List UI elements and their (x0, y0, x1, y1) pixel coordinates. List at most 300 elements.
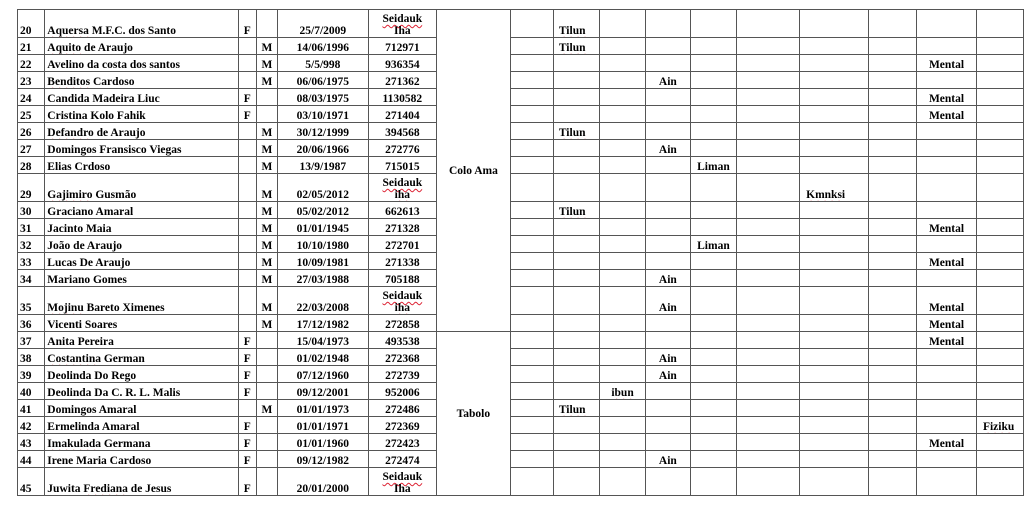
id-number: 272858 (368, 315, 436, 332)
empty-cell (600, 366, 646, 383)
sex-female: F (238, 89, 256, 106)
empty-cell (690, 219, 737, 236)
spellcheck-mark: Defandro (47, 127, 94, 139)
empty-cell (800, 202, 869, 219)
row-number: 24 (18, 89, 45, 106)
row-number: 35 (18, 287, 45, 315)
empty-cell (600, 332, 646, 349)
empty-cell (646, 219, 691, 236)
person-name: Defandro de Araujo (45, 123, 238, 140)
empty-cell (600, 434, 646, 451)
row-number: 32 (18, 236, 45, 253)
empty-cell (800, 270, 869, 287)
disability-type (690, 236, 737, 253)
empty-cell (800, 10, 869, 38)
row-number: 25 (18, 106, 45, 123)
id-number: 272739 (368, 366, 436, 383)
empty-cell (690, 315, 737, 332)
empty-cell (600, 349, 646, 366)
disability-type (553, 10, 599, 38)
birth-date: 08/03/1975 (277, 89, 368, 106)
row-number: 39 (18, 366, 45, 383)
sex-male (256, 332, 277, 349)
empty-cell (976, 332, 1023, 349)
empty-cell (646, 174, 691, 202)
empty-cell (510, 253, 553, 270)
empty-cell (976, 174, 1023, 202)
empty-cell (690, 106, 737, 123)
empty-cell (646, 417, 691, 434)
row-number: 30 (18, 202, 45, 219)
disability-type (646, 72, 691, 89)
birth-date: 22/03/2008 (277, 287, 368, 315)
empty-cell (690, 123, 737, 140)
empty-cell (976, 38, 1023, 55)
sex-female (238, 270, 256, 287)
empty-cell (510, 72, 553, 89)
empty-cell (868, 270, 916, 287)
empty-cell (868, 89, 916, 106)
empty-cell (553, 434, 599, 451)
empty-cell (868, 140, 916, 157)
empty-cell (510, 157, 553, 174)
empty-cell (868, 417, 916, 434)
empty-cell (737, 157, 800, 174)
sex-female: F (238, 332, 256, 349)
empty-cell (917, 10, 977, 38)
empty-cell (737, 219, 800, 236)
person-name: Ermelinda Amaral (45, 417, 238, 434)
id-number: 936354 (368, 55, 436, 72)
id-number: 272423 (368, 434, 436, 451)
empty-cell (690, 174, 737, 202)
disability-label: Ain (658, 274, 677, 286)
empty-cell (976, 434, 1023, 451)
empty-cell (976, 123, 1023, 140)
disability-type (553, 123, 599, 140)
table-row (18, 417, 1024, 434)
empty-cell (868, 72, 916, 89)
id-number: 272474 (368, 451, 436, 468)
empty-cell (553, 253, 599, 270)
row-number: 45 (18, 468, 45, 496)
empty-cell (800, 123, 869, 140)
empty-cell (800, 236, 869, 253)
disability-type (646, 287, 691, 315)
empty-cell (600, 72, 646, 89)
sex-male (256, 10, 277, 38)
empty-cell (646, 38, 691, 55)
disability-label: Mental (928, 110, 965, 122)
empty-cell (917, 123, 977, 140)
person-name: Aquersa M.F.C. dos Santo (45, 10, 238, 38)
empty-cell (690, 366, 737, 383)
empty-cell (976, 157, 1023, 174)
person-name: Vicenti Soares (45, 315, 238, 332)
spellcheck-mark: Mojinu (47, 302, 84, 314)
row-number: 33 (18, 253, 45, 270)
person-name: Aquito de Araujo (45, 38, 238, 55)
empty-cell (600, 38, 646, 55)
empty-cell (976, 202, 1023, 219)
empty-cell (737, 123, 800, 140)
spellcheck-mark: Benditos (47, 76, 91, 88)
empty-cell (737, 89, 800, 106)
empty-cell (737, 366, 800, 383)
disability-label: Tilun (558, 206, 586, 218)
row-number: 42 (18, 417, 45, 434)
empty-cell (737, 287, 800, 315)
birth-date: 5/5/998 (277, 55, 368, 72)
person-name: Costantina German (45, 349, 238, 366)
person-name: Mojinu Bareto Ximenes (45, 287, 238, 315)
empty-cell (690, 89, 737, 106)
empty-cell (917, 349, 977, 366)
birth-date: 01/01/1945 (277, 219, 368, 236)
person-name: Elias Crdoso (45, 157, 238, 174)
id-number (368, 468, 436, 496)
sex-female: F (238, 417, 256, 434)
row-number: 43 (18, 434, 45, 451)
empty-cell (510, 270, 553, 287)
disability-label: ibun (611, 387, 634, 399)
empty-cell (737, 38, 800, 55)
empty-cell (600, 174, 646, 202)
empty-cell (800, 72, 869, 89)
empty-cell (646, 383, 691, 400)
row-number: 38 (18, 349, 45, 366)
empty-cell (868, 400, 916, 417)
table-row (18, 253, 1024, 270)
empty-cell (976, 451, 1023, 468)
empty-cell (553, 236, 599, 253)
empty-cell (917, 468, 977, 496)
sex-male: M (256, 202, 277, 219)
spellcheck-mark: Frediana (83, 483, 128, 495)
birth-date: 10/09/1981 (277, 253, 368, 270)
empty-cell (800, 451, 869, 468)
sex-male: M (256, 287, 277, 315)
row-number: 40 (18, 383, 45, 400)
village-group-label: Colo Ama (436, 10, 510, 332)
table-row (18, 219, 1024, 236)
sex-male: M (256, 157, 277, 174)
disability-label: Tilun (558, 127, 586, 139)
disability-type (917, 315, 977, 332)
empty-cell (600, 10, 646, 38)
id-number (368, 287, 436, 315)
person-name: Benditos Cardoso (45, 72, 238, 89)
disability-type (917, 434, 977, 451)
empty-cell (690, 383, 737, 400)
empty-cell (510, 174, 553, 202)
birth-date: 20/06/1966 (277, 140, 368, 157)
disability-type (646, 366, 691, 383)
empty-cell (737, 202, 800, 219)
empty-cell (690, 72, 737, 89)
id-number: 715015 (368, 157, 436, 174)
empty-cell (737, 10, 800, 38)
disability-label: Ain (658, 353, 677, 365)
empty-cell (868, 383, 916, 400)
row-number: 44 (18, 451, 45, 468)
empty-cell (800, 417, 869, 434)
empty-cell (553, 366, 599, 383)
village-group-label: Tabolo (436, 332, 510, 496)
empty-cell (690, 38, 737, 55)
person-name: Avelino da costa dos santos (45, 55, 238, 72)
sex-female (238, 174, 256, 202)
empty-cell (600, 270, 646, 287)
table-row (18, 383, 1024, 400)
empty-cell (600, 123, 646, 140)
empty-cell (737, 140, 800, 157)
empty-cell (868, 287, 916, 315)
empty-cell (553, 157, 599, 174)
sex-male (256, 451, 277, 468)
empty-cell (800, 287, 869, 315)
empty-cell (646, 315, 691, 332)
empty-cell (553, 315, 599, 332)
empty-cell (868, 106, 916, 123)
row-number: 29 (18, 174, 45, 202)
empty-cell (737, 55, 800, 72)
empty-cell (600, 253, 646, 270)
disability-type (917, 89, 977, 106)
empty-cell (646, 10, 691, 38)
empty-cell (510, 140, 553, 157)
sex-female (238, 55, 256, 72)
birth-date: 01/01/1973 (277, 400, 368, 417)
disability-type (917, 253, 977, 270)
empty-cell (917, 38, 977, 55)
sex-female (238, 202, 256, 219)
sex-female (238, 157, 256, 174)
empty-cell (510, 10, 553, 38)
sex-female (238, 236, 256, 253)
disability-label: Tilun (558, 25, 586, 37)
empty-cell (976, 140, 1023, 157)
sex-male (256, 383, 277, 400)
id-number: 662613 (368, 202, 436, 219)
sex-male: M (256, 270, 277, 287)
sex-female (238, 38, 256, 55)
person-name: Lucas De Araujo (45, 253, 238, 270)
row-number: 27 (18, 140, 45, 157)
id-number-line1: Seidauk (382, 471, 423, 483)
empty-cell (553, 55, 599, 72)
id-number: 1130582 (368, 89, 436, 106)
empty-cell (646, 468, 691, 496)
empty-cell (600, 400, 646, 417)
id-number: 271362 (368, 72, 436, 89)
disability-label: Ain (658, 76, 677, 88)
empty-cell (553, 349, 599, 366)
sex-male: M (256, 219, 277, 236)
empty-cell (690, 451, 737, 468)
empty-cell (553, 89, 599, 106)
id-number: 705188 (368, 270, 436, 287)
row-number: 34 (18, 270, 45, 287)
spellcheck-mark: Aquito (47, 42, 82, 54)
empty-cell (800, 383, 869, 400)
spellcheck-mark: Costantina (47, 353, 101, 365)
empty-cell (976, 468, 1023, 496)
empty-cell (976, 10, 1023, 38)
table-row (18, 174, 1024, 202)
disability-label: Mental (928, 223, 965, 235)
empty-cell (510, 89, 553, 106)
disability-type (800, 174, 869, 202)
empty-cell (868, 253, 916, 270)
person-name: Candida Madeira Liuc (45, 89, 238, 106)
empty-cell (868, 38, 916, 55)
empty-cell (737, 270, 800, 287)
empty-cell (868, 366, 916, 383)
empty-cell (868, 468, 916, 496)
empty-cell (690, 140, 737, 157)
empty-cell (868, 236, 916, 253)
empty-cell (690, 434, 737, 451)
disability-type (646, 349, 691, 366)
birth-date: 09/12/1982 (277, 451, 368, 468)
birth-date: 13/9/1987 (277, 157, 368, 174)
empty-cell (800, 366, 869, 383)
spellcheck-mark: Aquersa (47, 25, 89, 37)
empty-cell (690, 400, 737, 417)
empty-cell (553, 72, 599, 89)
empty-cell (553, 451, 599, 468)
row-number: 22 (18, 55, 45, 72)
disability-label: Kmnksi (806, 189, 846, 201)
empty-cell (510, 123, 553, 140)
person-name: João de Araujo (45, 236, 238, 253)
disability-type (646, 140, 691, 157)
birth-date: 01/01/1960 (277, 434, 368, 451)
empty-cell (600, 451, 646, 468)
id-number-line2: Iha (394, 483, 411, 495)
empty-cell (646, 236, 691, 253)
empty-cell (737, 349, 800, 366)
table-row (18, 106, 1024, 123)
empty-cell (690, 10, 737, 38)
table-row (18, 366, 1024, 383)
empty-cell (600, 106, 646, 123)
id-number: 272369 (368, 417, 436, 434)
table-row (18, 315, 1024, 332)
empty-cell (553, 219, 599, 236)
empty-cell (976, 219, 1023, 236)
empty-cell (800, 89, 869, 106)
disability-label: Mental (928, 438, 965, 450)
table-row (18, 10, 1024, 38)
empty-cell (646, 157, 691, 174)
empty-cell (800, 140, 869, 157)
empty-cell (510, 417, 553, 434)
sex-male: M (256, 38, 277, 55)
birth-date: 03/10/1971 (277, 106, 368, 123)
spellcheck-mark: Imakulada (47, 438, 101, 450)
person-name: Gajimiro Gusmão (45, 174, 238, 202)
table-row (18, 468, 1024, 496)
empty-cell (553, 270, 599, 287)
row-number: 31 (18, 219, 45, 236)
row-number: 36 (18, 315, 45, 332)
empty-cell (510, 332, 553, 349)
birth-date: 02/05/2012 (277, 174, 368, 202)
table-row (18, 451, 1024, 468)
empty-cell (553, 287, 599, 315)
empty-cell (917, 400, 977, 417)
empty-cell (510, 366, 553, 383)
empty-cell (510, 38, 553, 55)
empty-cell (976, 270, 1023, 287)
sex-female: F (238, 106, 256, 123)
table-row (18, 270, 1024, 287)
empty-cell (690, 202, 737, 219)
empty-cell (917, 157, 977, 174)
empty-cell (737, 417, 800, 434)
empty-cell (976, 253, 1023, 270)
id-number (368, 174, 436, 202)
table-row (18, 332, 1024, 349)
sex-male: M (256, 72, 277, 89)
id-number: 272368 (368, 349, 436, 366)
sex-male (256, 366, 277, 383)
empty-cell (646, 89, 691, 106)
person-name: Imakulada Germana (45, 434, 238, 451)
row-number: 37 (18, 332, 45, 349)
sex-male (256, 434, 277, 451)
empty-cell (600, 140, 646, 157)
sex-male: M (256, 253, 277, 270)
empty-cell (646, 55, 691, 72)
person-name: Mariano Gomes (45, 270, 238, 287)
birth-date: 01/01/1971 (277, 417, 368, 434)
id-number: 272701 (368, 236, 436, 253)
empty-cell (646, 253, 691, 270)
sex-male: M (256, 174, 277, 202)
empty-cell (976, 349, 1023, 366)
empty-cell (976, 89, 1023, 106)
sex-male (256, 349, 277, 366)
disability-label: Fiziku (982, 421, 1015, 433)
empty-cell (600, 89, 646, 106)
empty-cell (690, 270, 737, 287)
person-name: Jacinto Maia (45, 219, 238, 236)
sex-male (256, 468, 277, 496)
row-number: 23 (18, 72, 45, 89)
sex-male: M (256, 140, 277, 157)
id-number: 712971 (368, 38, 436, 55)
sex-female (238, 400, 256, 417)
table-row (18, 89, 1024, 106)
disability-label: Tilun (558, 404, 586, 416)
empty-cell (510, 383, 553, 400)
disability-label: Mental (928, 59, 965, 71)
empty-cell (510, 106, 553, 123)
id-number-line1: Seidauk (382, 177, 423, 189)
sex-female: F (238, 10, 256, 38)
sex-female (238, 72, 256, 89)
empty-cell (737, 253, 800, 270)
empty-cell (510, 434, 553, 451)
disability-type (917, 332, 977, 349)
empty-cell (690, 468, 737, 496)
empty-cell (553, 417, 599, 434)
empty-cell (800, 434, 869, 451)
empty-cell (553, 174, 599, 202)
